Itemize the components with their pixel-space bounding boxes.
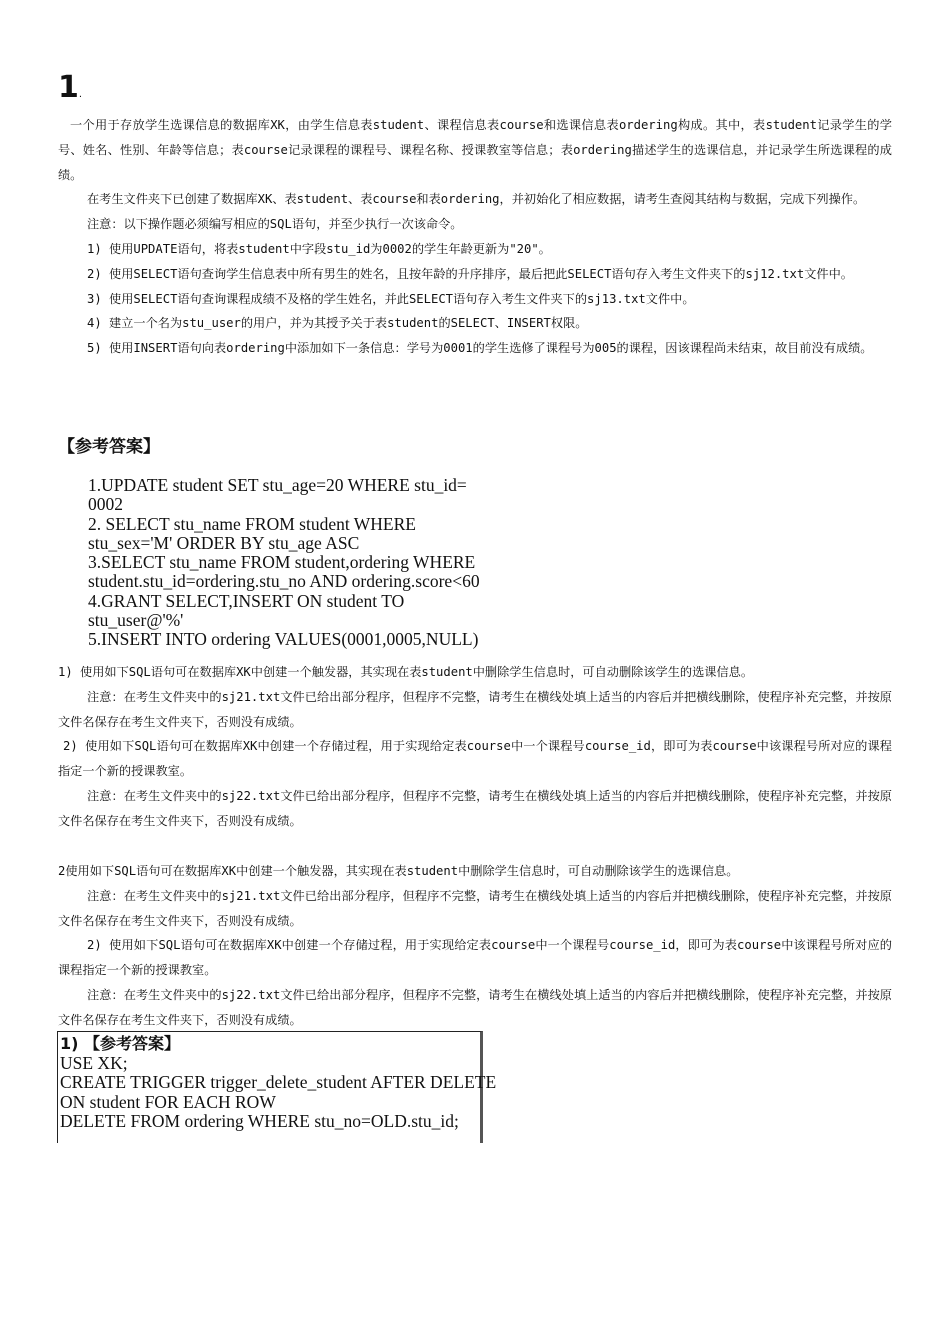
question-number-heading	[58, 70, 82, 113]
answer-line: 0002	[88, 494, 123, 515]
heading-number: 1	[58, 70, 79, 105]
procedure-note: 注意：在考生文件夹中的sj22.txt文件已给出部分程序，但程序不完整，请考生在横线处填上适当的内容后并把横线删除，使程序补充完整，并按原文件名保存在考生文件夹下，否则没有成绩。	[58, 788, 892, 828]
answer-line: student.stu_id=ordering.stu_no AND ordering.score<60	[88, 571, 480, 592]
question-section-3	[58, 859, 892, 1033]
trigger-answer-box	[57, 1031, 497, 1143]
code-line: ON student FOR EACH ROW	[60, 1091, 276, 1112]
answer-line: 1.UPDATE student SET stu_age=20 WHERE stu_id=	[88, 475, 467, 495]
procedure-task: 2) 使用如下SQL语句可在数据库XK中创建一个存储过程，用于实现给定表course中一个课程号course_id，即可为表course中该课程号所对应的课程指定一个新的授课教室。	[58, 739, 892, 779]
trigger-answer-title: 1) 【参考答案】	[60, 1034, 181, 1053]
task-3: 3) 使用SELECT语句查询课程成绩不及格的学生姓名，并此SELECT语句存入考生文件夹下的sj13.txt文件中。	[87, 291, 695, 306]
trigger-task-2: 2使用如下SQL语句可在数据库XK中创建一个触发器，其实现在表student中删除学生信息时，可自动删除该学生的选课信息。	[58, 864, 739, 878]
answer-line: stu_sex='M' ORDER BY stu_age ASC	[88, 532, 360, 553]
procedure-note-2: 注意：在考生文件夹中的sj22.txt文件已给出部分程序，但程序不完整，请考生在横线处填上适当的内容后并把横线删除，使程序补充完整，并按原文件名保存在考生文件夹下，否则没有成绩。	[58, 987, 892, 1027]
reference-answer-title: 【参考答案】	[58, 437, 160, 457]
answer-line: stu_user@'%'	[88, 610, 184, 631]
intro-paragraph: 一个用于存放学生选课信息的数据库XK，由学生信息表student、课程信息表course和选课信息表ordering构成。其中，表student记录学生的学号、姓名、性别、年龄等信息；表course记录课程的课程号、课程名称、授课教室等信息；表ordering描述学生的选课信息，并记录学生所选课程的成绩。	[58, 118, 892, 182]
question-section-1	[58, 113, 892, 361]
task-1: 1) 使用UPDATE语句，将表student中字段stu_id为0002的学生年龄更新为"20"。	[87, 241, 551, 256]
trigger-note-2: 注意：在考生文件夹中的sj21.txt文件已给出部分程序，但程序不完整，请考生在横线处填上适当的内容后并把横线删除，使程序补充完整，并按原文件名保存在考生文件夹下，否则没有成绩。	[58, 888, 892, 928]
trigger-note: 注意：在考生文件夹中的sj21.txt文件已给出部分程序，但程序不完整，请考生在横线处填上适当的内容后并把横线删除，使程序补充完整，并按原文件名保存在考生文件夹下，否则没有成绩。	[58, 689, 892, 729]
answer-line: 2. SELECT stu_name FROM student WHERE	[88, 513, 416, 534]
code-line: USE XK;	[60, 1052, 128, 1073]
code-line: CREATE TRIGGER trigger_delete_student AFTER DELETE	[60, 1072, 497, 1093]
answer-line: 5.INSERT INTO ordering VALUES(0001,0005,NULL)	[88, 629, 479, 650]
trigger-task: 1) 使用如下SQL语句可在数据库XK中创建一个触发器，其实现在表student中删除学生信息时，可自动删除该学生的选课信息。	[58, 665, 754, 679]
reference-answer-image	[88, 476, 480, 650]
answer-line: 4.GRANT SELECT,INSERT ON student TO	[88, 590, 405, 611]
task-5: 5) 使用INSERT语句向表ordering中添加如下一条信息：学号为0001的学生选修了课程号为005的课程，因该课程尚未结束，故目前没有成绩。	[87, 341, 873, 356]
task-2: 2) 使用SELECT语句查询学生信息表中所有男生的姓名，且按年龄的升序排序，最后把此SELECT语句存入考生文件夹下的sj12.txt文件中。	[87, 266, 853, 281]
heading-punct: .	[78, 89, 83, 100]
question-section-2	[58, 660, 892, 834]
procedure-task-2: 2) 使用如下SQL语句可在数据库XK中创建一个存储过程，用于实现给定表course中一个课程号course_id，即可为表course中该课程号所对应的课程指定一个新的授课教室。	[58, 938, 892, 978]
setup-paragraph: 在考生文件夹下已创建了数据库XK、表student、表course和表ordering，并初始化了相应数据，请考生查阅其结构与数据，完成下列操作。	[87, 192, 866, 207]
answer-line: 3.SELECT stu_name FROM student,ordering WHERE	[88, 552, 476, 573]
task-4: 4) 建立一个名为stu_user的用户，并为其授予关于表student的SELECT、INSERT权限。	[87, 316, 588, 331]
code-line: DELETE FROM ordering WHERE stu_no=OLD.stu_id;	[60, 1111, 459, 1132]
note-paragraph: 注意：以下操作题必须编写相应的SQL语句，并至少执行一次该命令。	[87, 217, 463, 232]
